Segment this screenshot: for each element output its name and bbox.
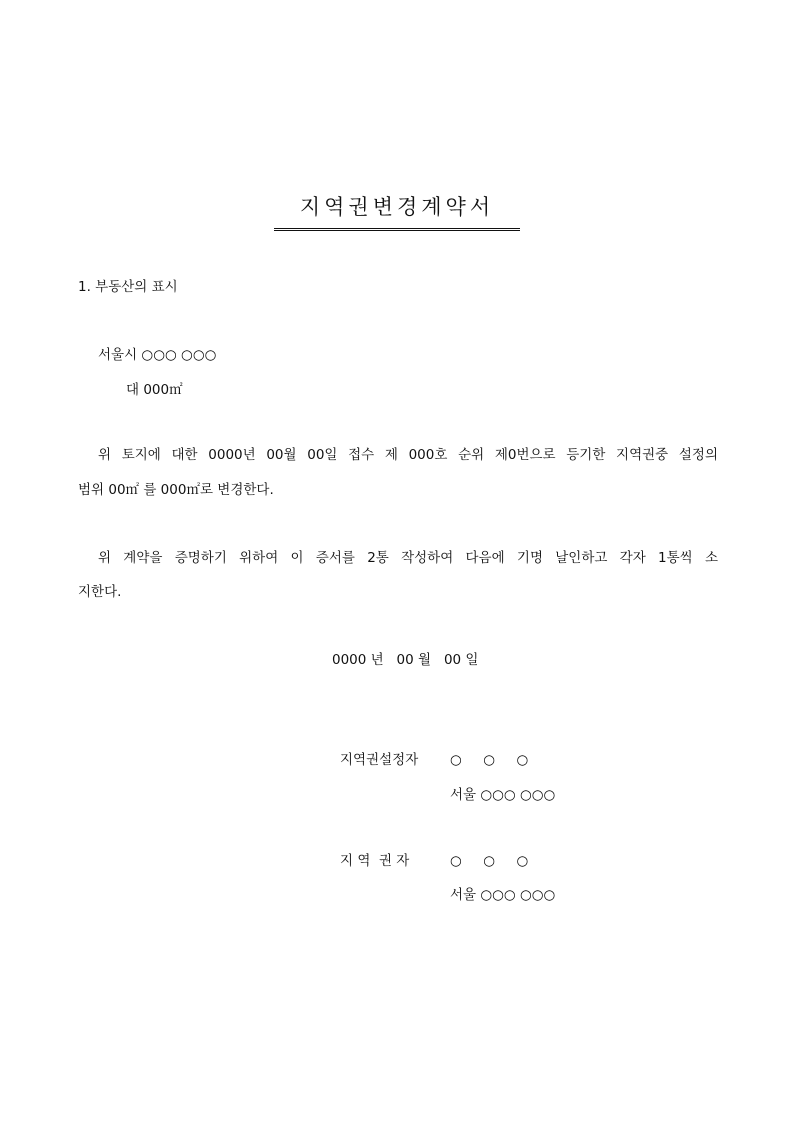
signatory-address-grantor: 서울 ○○○ ○○○ [450,787,556,803]
paragraph1-line2: 범위 00㎡ 를 000㎡로 변경한다. [78,482,274,498]
signatory-role-holder: 지 역 권 자 [340,853,410,869]
signatory-address-holder: 서울 ○○○ ○○○ [450,887,556,903]
signatory-name-holder: ○ ○ ○ [450,853,529,869]
property-land: 대 000㎡ [126,382,183,398]
signatory-role-grantor: 지역권설정자 [340,752,419,768]
section-heading-property: 1. 부동산의 표시 [78,279,178,295]
paragraph2-line2: 지한다. [78,584,122,600]
paragraph2-line1: 위 계약을 증명하기 위하여 이 증서를 2통 작성하여 다음에 기명 날인하고 각자 1통씩 소 [98,550,718,566]
paragraph1-line1: 위 토지에 대한 0000년 00월 00일 접수 제 000호 순위 제0번으로 등기한 지역권중 설정의 [98,447,718,463]
contract-date: 0000 년 00 월 00 일 [332,652,479,668]
document-title: 지역권변경계약서 [274,192,520,231]
signatory-name-grantor: ○ ○ ○ [450,752,529,768]
title-container [0,192,794,231]
property-address: 서울시 ○○○ ○○○ [98,347,217,363]
